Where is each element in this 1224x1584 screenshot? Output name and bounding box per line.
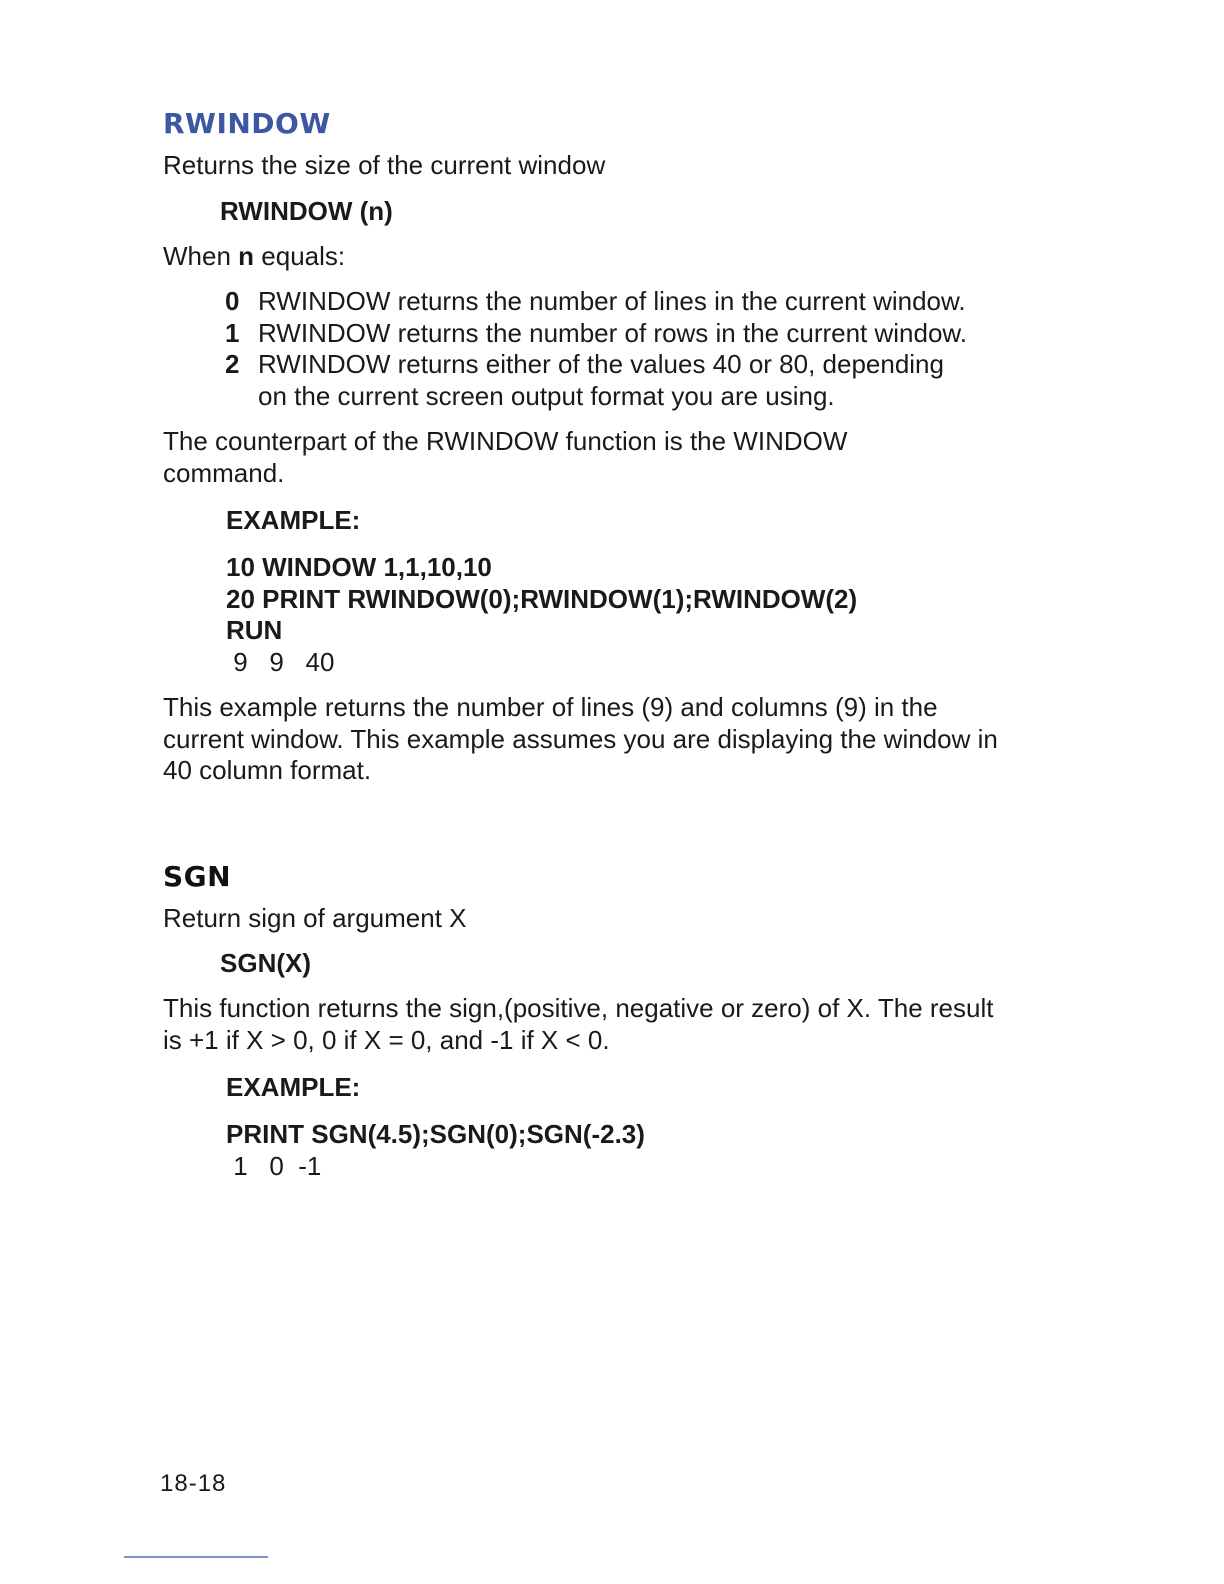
sgn-output: 1 0 -1 [226, 1150, 322, 1181]
sgn-body: This function returns the sign,(positive, negative or zero) of X. The result is +1 if X > 0, 0 if X = 0, and -1 if X < 0. [163, 993, 994, 1055]
code-line: PRINT SGN(4.5);SGN(0);SGN(-2.3) [226, 1119, 645, 1149]
option-text: RWINDOW returns the number of lines in the current window. [258, 286, 966, 316]
sgn-example-label: EXAMPLE: [226, 1072, 361, 1102]
when-prefix: When [163, 240, 239, 271]
rwindow-options-list [225, 286, 1023, 412]
sgn-code-block [226, 1119, 1023, 1151]
code-line: 20 PRINT RWINDOW(0);RWINDOW(1);RWINDOW(2) [226, 583, 858, 614]
rwindow-output: 9 9 40 [226, 646, 335, 677]
page-number: 18-18 [160, 1470, 227, 1497]
section-spacer [163, 787, 1023, 857]
rwindow-counterpart: The counterpart of the RWINDOW function is the WINDOW command. [163, 426, 848, 488]
rwindow-when-line [163, 241, 1023, 273]
bottom-divider [124, 1556, 268, 1558]
option-text: RWINDOW returns either of the values 40 or 80, depending on the current screen output format you are using. [258, 349, 944, 411]
section-title-rwindow: RWINDOW [163, 107, 331, 140]
option-item [225, 349, 1023, 412]
rwindow-example-label: EXAMPLE: [226, 505, 361, 535]
option-item [225, 286, 1023, 318]
option-number: 2 [225, 349, 240, 379]
option-text: RWINDOW returns the number of rows in the current window. [258, 317, 967, 348]
rwindow-explanation: This example returns the number of lines (9) and columns (9) in the current window. This example assumes you are displaying the window in 40 column format. [163, 692, 998, 785]
option-number: 0 [225, 286, 240, 316]
sgn-syntax: SGN(X) [220, 948, 311, 978]
when-suffix: equals: [254, 240, 346, 271]
when-variable: n [238, 240, 255, 271]
option-item [225, 318, 1023, 350]
option-number: 1 [225, 317, 240, 348]
section-title-sgn: SGN [163, 859, 232, 893]
sgn-description: Return sign of argument X [163, 902, 467, 933]
rwindow-description: Returns the size of the current window [163, 150, 606, 180]
code-line: RUN [226, 615, 283, 645]
manual-page [163, 104, 1023, 1182]
rwindow-syntax: RWINDOW (n) [220, 195, 393, 226]
code-line: 10 WINDOW 1,1,10,10 [226, 552, 492, 582]
rwindow-code-block [226, 552, 1023, 647]
